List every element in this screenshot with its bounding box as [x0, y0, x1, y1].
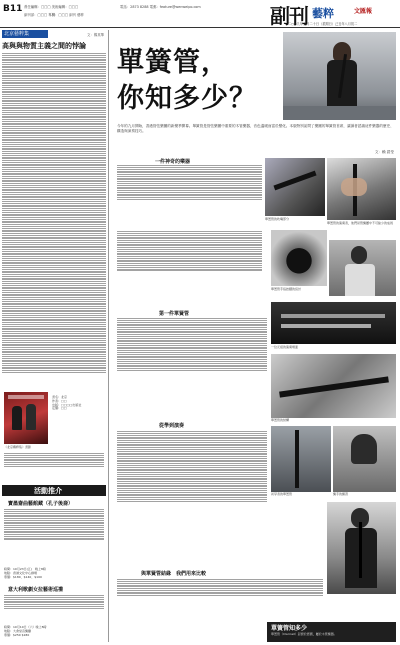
- feature-title-line2: 你知多少？: [117, 83, 257, 114]
- author-tag: 文：楊其華: [87, 33, 104, 37]
- section-subtitle: 藝粹: [312, 7, 334, 20]
- header-meta: 責任編輯：□□□ 美術編輯：□□□: [24, 5, 79, 9]
- section1-text: [117, 164, 262, 226]
- column-tag-label: 北京藝粹集: [4, 31, 30, 37]
- book-info: 書名：北京 作者：□□ 出版：□□□□出版社 定價：□□: [52, 395, 82, 411]
- header-date: 二○○九年九月二十日（星期日）己丑年八月初二: [288, 22, 358, 26]
- footer-info-box: [267, 622, 396, 642]
- left-body-text: [2, 52, 106, 390]
- section3-title: 從學到演奏: [159, 423, 185, 429]
- caption-photo1: 單簧管的吹嘴部分: [265, 217, 290, 221]
- activity1-title: 寶墨齋曲藝館藏（孔子後裔）: [8, 501, 74, 507]
- activity1-times: 時間：10月23日(五) 晚上8時 地點：香港文化中心劇場 票價：$180、$140、$100: [4, 567, 46, 579]
- photo-hand-keys: [327, 158, 396, 220]
- section2-text-top: [117, 230, 262, 306]
- column-tag: [2, 30, 48, 38]
- section-title: 副刊: [270, 4, 308, 28]
- section4-title: 與單簧管結緣 我們用來比較: [141, 571, 207, 577]
- feature-title-line1: 單簧管，: [117, 47, 229, 78]
- caption-right: 單簧管的演奏者，他們是管樂團中不可缺少的成員: [327, 221, 394, 225]
- book-text: [4, 452, 104, 482]
- section3-text: [117, 430, 267, 566]
- section1-title: 一件神奇的樂器: [155, 159, 191, 165]
- photo-structure: [271, 354, 396, 418]
- activity2-title: 意大利歌劇女拉藝術巡禮: [8, 587, 64, 593]
- caption-photo2: 單簧管手指按鍵的設計: [271, 287, 302, 291]
- section4-text: [117, 578, 323, 618]
- feature-byline: 文：賴 碧瑩: [374, 150, 394, 154]
- photo-beginner: [271, 426, 331, 492]
- caption-photo4: 單簧管的結構: [271, 418, 290, 422]
- page-number: B11: [3, 4, 23, 14]
- caption-photo3: 一位元祖的演奏場面: [271, 345, 299, 349]
- activity-header: [2, 485, 106, 496]
- footer-title: 單簧管知多少: [271, 625, 308, 632]
- book-caption: 《北京藝粹集》書影: [4, 445, 32, 449]
- photo-child-playing: [329, 240, 396, 296]
- footer-sub: 單簧管（Clarinet）起源於德國，屬於木管樂器。: [271, 632, 337, 636]
- book-cover-image: [4, 392, 48, 444]
- section2-text: [117, 317, 267, 417]
- left-column: [2, 30, 106, 642]
- column-divider: [108, 30, 109, 642]
- activity2-times: 時間：10月10日（六）晚上8時 地點：大會堂音樂廳 票價：$250 $180: [4, 625, 47, 637]
- photo-practice: [333, 426, 396, 492]
- activity-header-label: 活動推介: [34, 487, 62, 495]
- feature-article: [111, 30, 398, 642]
- photo-bell: [271, 230, 327, 286]
- section2-title: 第一件單簧管: [159, 311, 190, 317]
- clarinet-player-photo: [283, 32, 396, 120]
- left-title: 高與與物質主義之間的悖論: [2, 42, 86, 50]
- caption-photo5: 初學者的單簧管: [271, 492, 293, 496]
- photo-case: [271, 302, 396, 344]
- feature-intro: 今年的九月開始，香港管弦樂團的新樂季開幕。單簧管是管弦樂團中重要的木管樂器，音色溫暖而富於變化。本版特別訪問了樂團的單簧管首席，讓讀者認識這件樂器的歷史、構造與演奏技巧。: [117, 124, 394, 133]
- activity2-text: [4, 594, 104, 624]
- page-header: [0, 0, 400, 28]
- activity1-text: [4, 508, 104, 568]
- header-meta-2: 電話：2873 8288 電郵：feature@wenweipo.com: [120, 5, 201, 9]
- photo-mouthpiece: [265, 158, 325, 216]
- header-meta-3: 副刊部：□□□ 專欄：□□□ 副刊 藝粹: [24, 13, 84, 17]
- photo-performer: [327, 502, 396, 594]
- paper-name: 文匯報: [354, 8, 373, 15]
- caption-photo6: 樂手的練習: [333, 492, 349, 496]
